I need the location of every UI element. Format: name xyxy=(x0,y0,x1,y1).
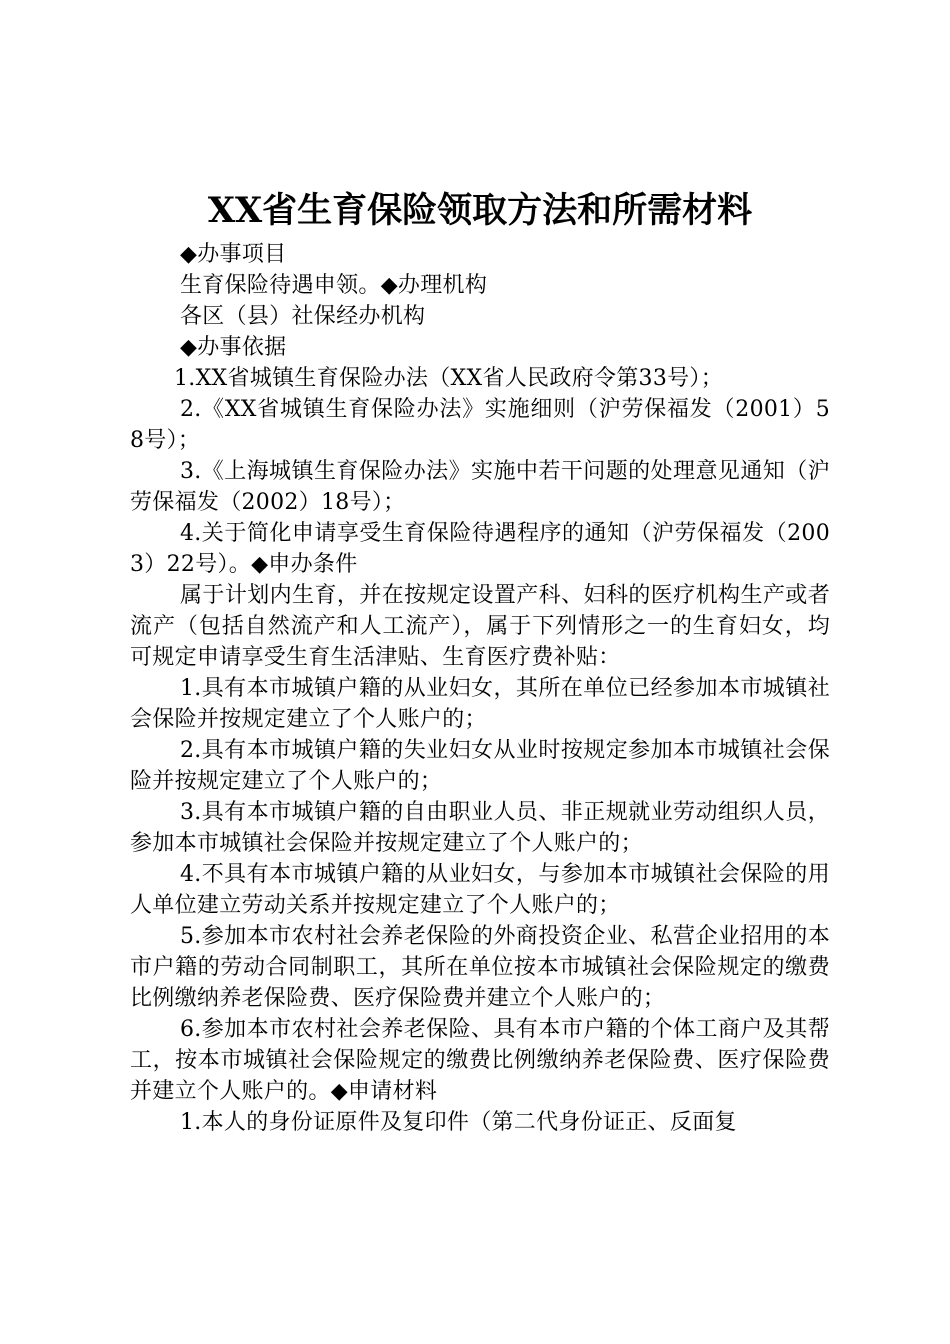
condition-item-1: 1.具有本市城镇户籍的从业妇女，其所在单位已经参加本市城镇社会保险并按规定建立了个人账户的； xyxy=(130,676,830,732)
basis-item-2: 2.《XX省城镇生育保险办法》实施细则（沪劳保福发（2001）58号）； xyxy=(130,397,830,453)
condition-item-5: 5.参加本市农村社会养老保险的外商投资企业、私营企业招用的本市户籍的劳动合同制职工，其所在单位按本市城镇社会保险规定的缴费比例缴纳养老保险费、医疗保险费并建立个人账户的； xyxy=(130,924,830,1011)
condition-item-6: 6.参加本市农村社会养老保险、具有本市户籍的个体工商户及其帮工，按本市城镇社会保险规定的缴费比例缴纳养老保险费、医疗保险费并建立个人账户的。◆申请材料 xyxy=(130,1017,830,1104)
document-page xyxy=(130,185,830,1138)
basis-item-3: 3.《上海城镇生育保险办法》实施中若干问题的处理意见通知（沪劳保福发（2002）18号）； xyxy=(130,459,830,515)
material-item-1: 1.本人的身份证原件及复印件（第二代身份证正、反面复 xyxy=(180,1110,737,1135)
condition-item-3: 3.具有本市城镇户籍的自由职业人员、非正规就业劳动组织人员，参加本市城镇社会保险并按规定建立了个人账户的； xyxy=(130,800,830,856)
paragraph-item-content: 生育保险待遇申领。◆办理机构 xyxy=(180,273,488,298)
document-title: XX省生育保险领取方法和所需材料 xyxy=(207,190,753,231)
conditions-intro: 属于计划内生育，并在按规定设置产科、妇科的医疗机构生产或者流产（包括自然流产和人工流产），属于下列情形之一的生育妇女，均可规定申请享受生育生活津贴、生育医疗费补贴： xyxy=(130,583,830,670)
paragraph-agency: 各区（县）社保经办机构 xyxy=(180,304,426,329)
section-heading-item: ◆办事项目 xyxy=(180,242,287,267)
basis-item-4: 4.关于简化申请享受生育保险待遇程序的通知（沪劳保福发（2003）22号）。◆申办条件 xyxy=(130,521,830,577)
condition-item-4: 4.不具有本市城镇户籍的从业妇女，与参加本市城镇社会保险的用人单位建立劳动关系并按规定建立了个人账户的； xyxy=(130,862,830,918)
section-heading-basis: ◆办事依据 xyxy=(180,335,287,360)
basis-item-1: 1.XX省城镇生育保险办法（XX省人民政府令第33号）； xyxy=(174,366,724,391)
condition-item-2: 2.具有本市城镇户籍的失业妇女从业时按规定参加本市城镇社会保险并按规定建立了个人账户的； xyxy=(130,738,830,794)
